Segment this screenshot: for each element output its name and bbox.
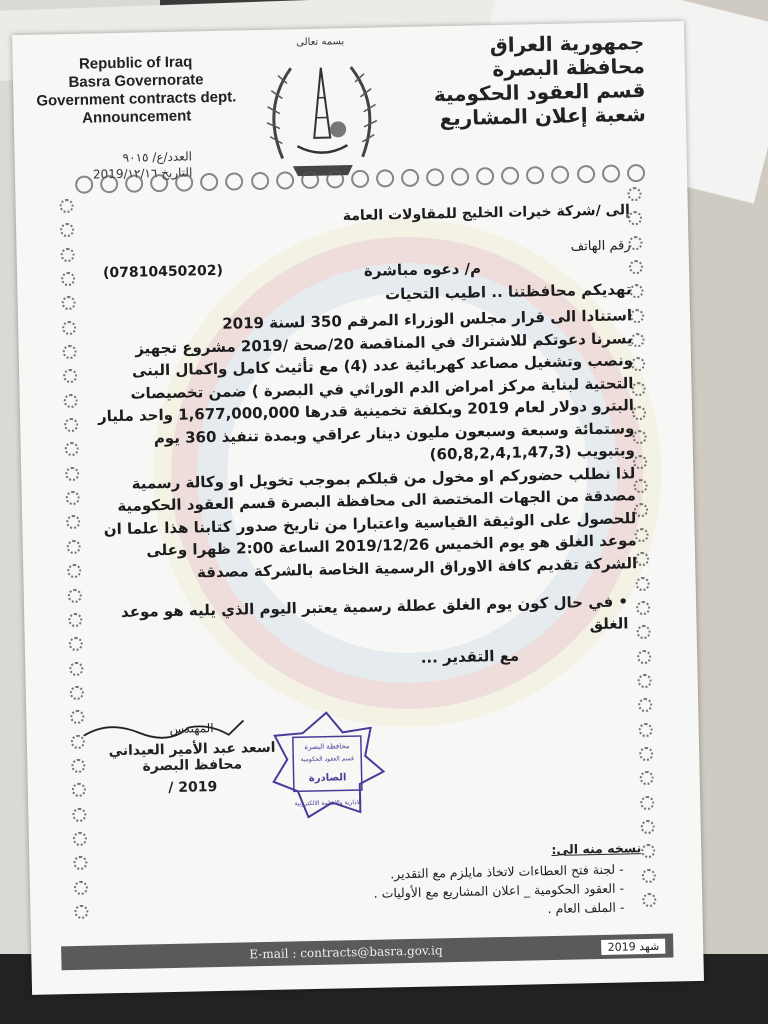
copy-recipient: - الملف العام .: [110, 900, 624, 926]
signatory-name: اسعد عبد الأمير العيداني: [108, 739, 276, 760]
date-label: التاريخ: [161, 165, 193, 181]
closing-note: • في حال كون يوم الغلق عطلة رسمية يعتبر اليوم الذي يليه هو موعد الغلق: [120, 592, 629, 634]
copy-recipient: - العقود الحكومية _ اعلان المشاريع مع الأوليات .: [110, 881, 624, 907]
footer-box: شهد 2019: [602, 938, 666, 954]
body-paragraph: استنادا الى قرار مجلس الوزراء المرقم 350 لسنة 2019: [222, 306, 633, 333]
recipient-line: إلى /شركة خيرات الخليج للمقاولات العامة: [342, 202, 630, 225]
header-ar-line: شعبة إعلان المشاريع: [439, 101, 647, 131]
header-arabic: [414, 30, 646, 131]
subject-line: م/ دعوه مباشرة: [363, 259, 482, 280]
body-paragraph: يسرنا دعوتكم للاشتراك في المناقصة 20/صحة /2019 مشروع تجهيز ونصب وتشغيل مصاعد كهربائية عدد (4) مع تأثيث كامل واكمال البنى التحتية لبناية مركز امراض الدم الوراثي في البصرة ) ضمن تخصيصات البترو دولار لعام 2019 وبكلفة تخمينية قدرها 1,677,000,000 واحد مليار وستمائة وسبعة وسبعون مليون دينار عراقي وبمدة تنفيذ 360 يوم وبتبويب (60,8,2,4,1,47,3): [97, 328, 636, 464]
header-en-line: Basra Governorate: [68, 71, 204, 91]
regards-line: مع التقدير ...: [420, 646, 520, 667]
date-value: 2019/١٢/١٦: [92, 166, 158, 182]
greeting-line: تهديكم محافظتنا .. اطيب التحيات: [384, 280, 632, 304]
header-english: [30, 52, 241, 128]
footer-email: E-mail : contracts@basra.gov.iq: [249, 943, 443, 962]
official-stamp: [266, 707, 388, 819]
body-paragraph: لذا نطلب حضوركم او مخول من قبلكم بموجب تخويل او وكالة رسمية مصدقة من الجهات المختصة الى محافظة البصرة قسم العقود الحكومية للحصول على الوثيقة القياسية واعتبارا من تاريخ صدور كتابنا هذا علما ان موعد الغلق هو يوم الخميس 2019/12/26 الساعة 2:00 ظهرا وعلى الشركة تقديم كافة الاوراق الرسمية الخاصة بالشركة مصدقة: [103, 463, 638, 581]
header-ar-line: محافظة البصرة: [492, 53, 646, 82]
signatory-title: المهندس: [169, 721, 214, 736]
signature-block: [96, 720, 288, 798]
header-ar-line: قسم العقود الحكومية: [433, 77, 646, 107]
copies-to-block: [109, 840, 643, 929]
decorative-border-left: [59, 199, 88, 919]
stamp-text: الادارية والانظمة الالكترونية: [294, 798, 362, 808]
emblem-icon: [250, 46, 393, 184]
letter-footer: [61, 933, 673, 970]
closing-note-text: في حال كون يوم الغلق عطلة رسمية يعتبر اليوم الذي يليه هو موعد الغلق: [120, 592, 629, 634]
copies-title: نسخه منه الى:: [551, 840, 642, 858]
emblem-caption: بسمه تعالى: [296, 36, 345, 49]
signature-year: 2019 /: [168, 779, 218, 797]
basra-emblem: [250, 35, 393, 188]
signatory-position: محافظ البصرة: [142, 756, 243, 775]
header-en-line: Announcement: [82, 107, 192, 127]
header-en-line: Government contracts dept.: [36, 88, 237, 110]
number-value: ٩٠١٥: [122, 150, 149, 165]
number-label: العدد/ع/: [152, 149, 193, 165]
letter-page: [12, 21, 704, 995]
copy-recipient: - لجنة فتح العطاءات لاتخاذ مايلزم مع التقدير.: [110, 862, 624, 888]
phone-number: (07810450202): [102, 262, 224, 282]
header-en-line: Republic of Iraq: [78, 53, 193, 73]
stamp-text: محافظة البصرة: [304, 742, 350, 752]
header-ar-line: جمهورية العراق: [489, 29, 645, 58]
phone-label: رقم الهاتف: [570, 238, 631, 255]
stamp-text: قسم العقود الحكومية: [300, 755, 354, 764]
stamp-text: الصادرة: [308, 772, 347, 785]
letter-body: [96, 304, 638, 585]
